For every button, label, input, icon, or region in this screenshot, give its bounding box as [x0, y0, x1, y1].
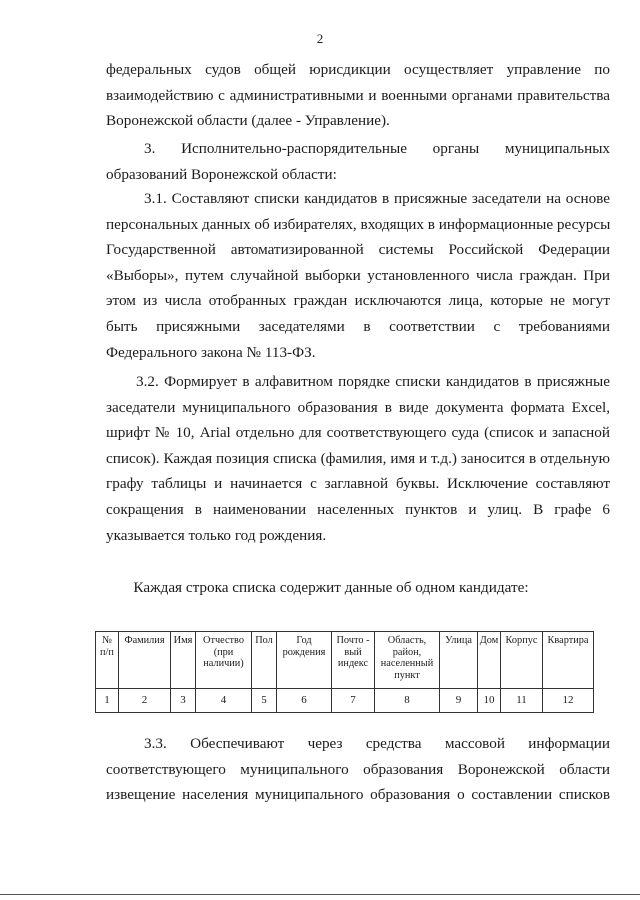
paragraph-item-3-3: [106, 731, 610, 808]
page-number: 2: [316, 31, 324, 46]
table-caption: Каждая строка списка содержит данные об одном кандидате:: [133, 579, 529, 596]
table-row: [96, 689, 594, 713]
table-cell: 1: [96, 689, 119, 713]
text-line: персональных данных об избирателях, входящих в информационные ресурсы: [106, 215, 611, 233]
table-cell: 4: [196, 689, 252, 713]
paragraph-item-3: [106, 136, 610, 187]
text-line: соответствующего муниципального образования Воронежской области: [106, 760, 610, 778]
text-line: взаимодействию с административными и военными органами правительства: [106, 86, 610, 104]
text-line: сокращения в наименовании населенных пунктов и улиц. В графе 6: [106, 500, 610, 518]
table-header-cell: Фамилия: [119, 632, 171, 689]
text-line: образований Воронежской области:: [106, 165, 337, 183]
candidate-table-container: [95, 631, 594, 713]
table-header-cell: Область, район, населенный пункт: [375, 632, 440, 689]
table-cell: 6: [277, 689, 332, 713]
text-line: Государственной автоматизированной системы Российской Федерации: [106, 241, 610, 259]
text-line: Воронежской области (далее - Управление).: [106, 112, 390, 130]
text-line: извещение населения муниципального образования о составлении списков: [106, 786, 610, 804]
table-header-cell: Имя: [171, 632, 196, 689]
table-header-cell: Квартира: [543, 632, 594, 689]
table-header-cell: Дом: [478, 632, 501, 689]
page-bottom-rule: [0, 894, 640, 895]
table-cell: 5: [252, 689, 277, 713]
table-header-cell: Улица: [440, 632, 478, 689]
text-line: 3.2. Формирует в алфавитном порядке списки кандидатов в присяжные: [136, 373, 610, 390]
text-line: Федерального закона № 113-ФЗ.: [106, 343, 316, 361]
text-line: 3. Исполнительно-распорядительные органы муниципальных: [144, 140, 610, 157]
text-line: быть присяжными заседателями в соответствии с требованиями: [106, 317, 610, 335]
text-line: федеральных судов общей юрисдикции осуществляет управление по: [106, 61, 610, 78]
text-line: графу таблицы и начинается с заглавной буквы. Исключение составляют: [106, 475, 610, 493]
table-header-cell: Год рождения: [277, 632, 332, 689]
text-line: 3.1. Составляют списки кандидатов в присяжные заседатели на основе: [144, 190, 610, 207]
candidate-table: [95, 631, 594, 713]
paragraph-item-3-1: [106, 186, 610, 365]
text-line: указывается только год рождения.: [106, 526, 327, 544]
table-cell: 11: [501, 689, 543, 713]
text-line: заседатели муниципального образования в виде документа формата Excel,: [106, 398, 610, 416]
text-line: «Выборы», путем случайной выборки установленного числа граждан. При: [106, 266, 610, 284]
text-line: 3.3. Обеспечивают через средства массовой информации: [144, 735, 610, 752]
table-header-cell: № п/п: [96, 632, 119, 689]
text-line: этом из числа отобранных граждан исключаются лица, которые не могут: [106, 292, 610, 310]
table-cell: 12: [543, 689, 594, 713]
table-cell: 8: [375, 689, 440, 713]
text-line: шрифт № 10, Arial отдельно для соответствующего суда (список и запасной: [106, 424, 610, 442]
table-cell: 10: [478, 689, 501, 713]
text-line: список). Каждая позиция списка (фамилия, имя и т.д.) заносится в отдельную: [106, 449, 610, 467]
table-header-row: [96, 632, 594, 689]
table-header-cell: Отчество (при наличии): [196, 632, 252, 689]
table-header-cell: Пол: [252, 632, 277, 689]
paragraph-department-continuation: [106, 57, 610, 134]
table-cell: 9: [440, 689, 478, 713]
table-cell: 7: [332, 689, 375, 713]
table-header-cell: Корпус: [501, 632, 543, 689]
paragraph-item-3-2: [106, 369, 610, 548]
table-cell: 2: [119, 689, 171, 713]
table-header-cell: Почто - вый индекс: [332, 632, 375, 689]
table-cell: 3: [171, 689, 196, 713]
